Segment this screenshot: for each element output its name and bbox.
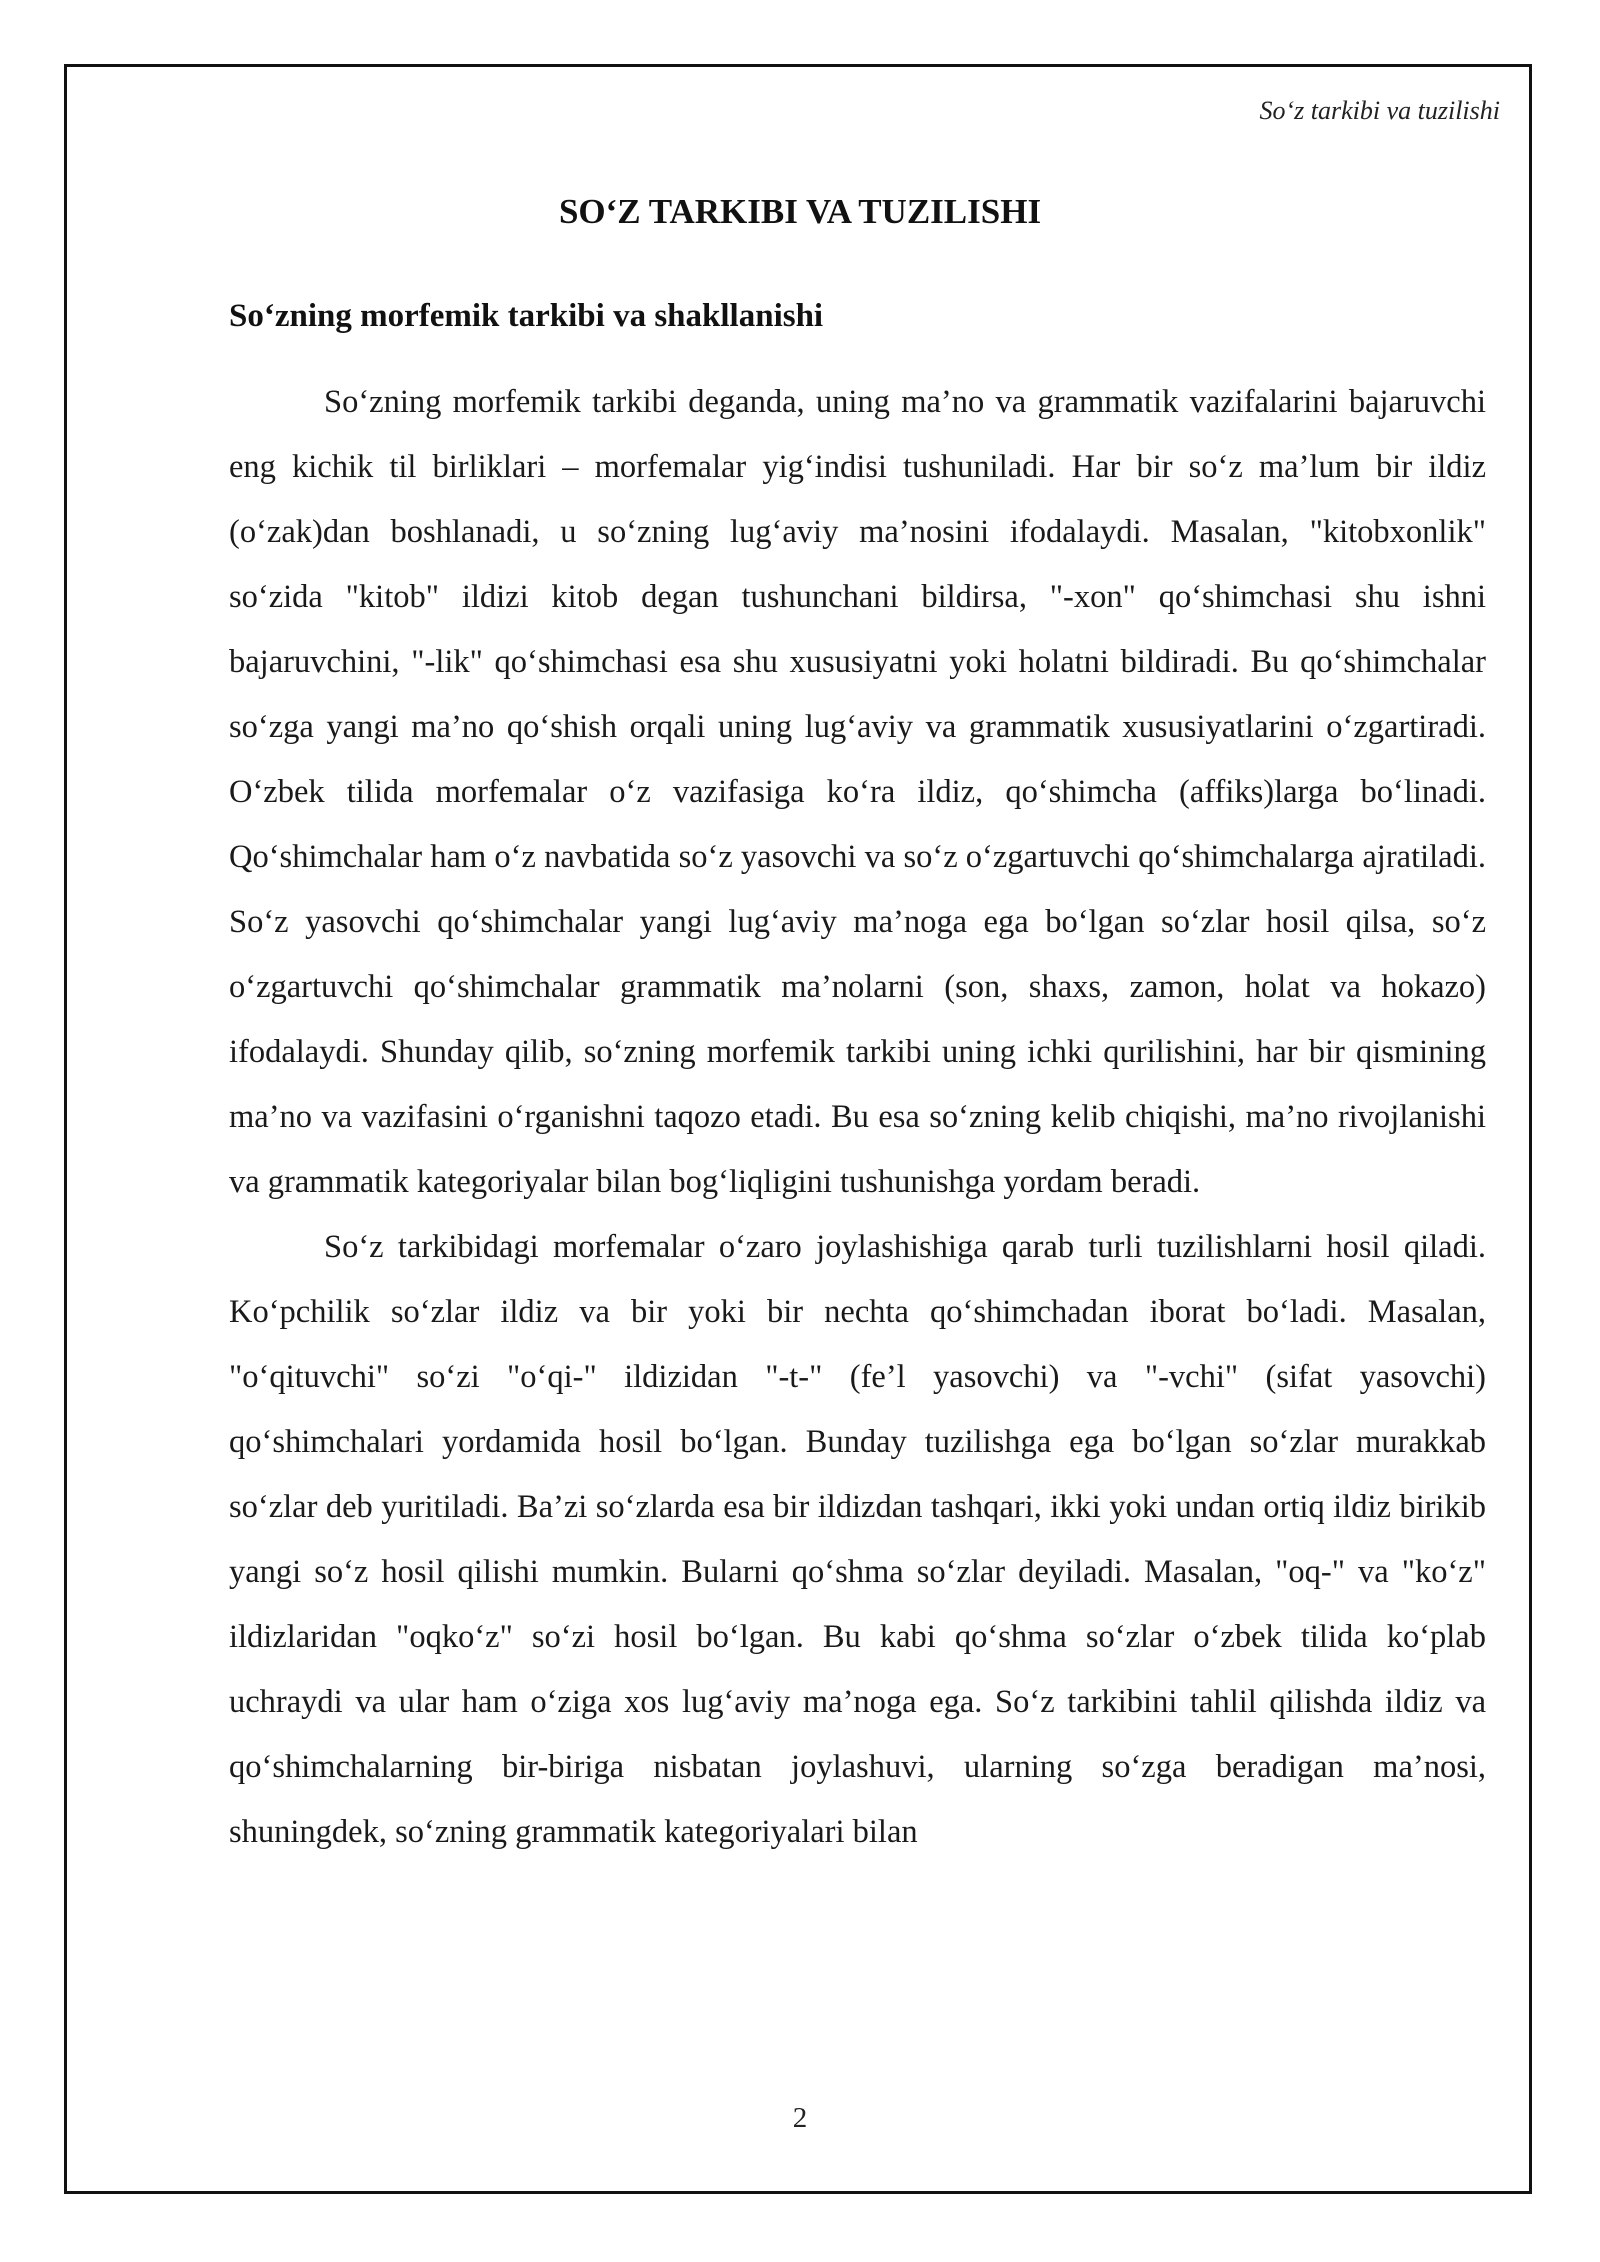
running-header: So‘z tarkibi va tuzilishi (1259, 96, 1500, 125)
page-number: 2 (792, 2102, 808, 2134)
body-text (229, 370, 1486, 1865)
paragraph: So‘z tarkibidagi morfemalar o‘zaro joylashishiga qarab turli tuzilishlarni hosil qiladi. Ko‘pchilik so‘zlar ildiz va bir yoki bir nechta qo‘shimchadan iborat bo‘ladi. Masalan, "o‘qituvchi" so‘zi "o‘qi-" ildizidan "-t-" (fe’l yasovchi) va "-vchi" (sifat yasovchi) qo‘shimchalari yordamida hosil bo‘lgan. Bunday tuzilishga ega bo‘lgan so‘zlar murakkab so‘zlar deb yuritiladi. Ba’zi so‘zlarda esa bir ildizdan tashqari, ikki yoki undan ortiq ildiz birikib yangi so‘z hosil qilishi mumkin. Bularni qo‘shma so‘zlar deyiladi. Masalan, "oq-" va "ko‘z" ildizlaridan "oqko‘z" so‘zi hosil bo‘lgan. Bu kabi qo‘shma so‘zlar o‘zbek tilida ko‘plab uchraydi va ular ham o‘ziga xos lug‘aviy ma’noga ega. So‘z tarkibini tahlil qilishda ildiz va qo‘shimchalarning bir-biriga nisbatan joylashuvi, ularning so‘zga beradigan ma’nosi, shuningdek, so‘zning grammatik kategoriyalari bilan (229, 1229, 1486, 1850)
document-title: SO‘Z TARKIBI VA TUZILISHI (558, 192, 1042, 231)
paragraph: So‘zning morfemik tarkibi deganda, uning ma’no va grammatik vazifalarini bajaruvchi eng kichik til birliklari – morfemalar yig‘indisi tushuniladi. Har bir so‘z ma’lum bir ildiz (o‘zak)dan boshlanadi, u so‘zning lug‘aviy ma’nosini ifodalaydi. Masalan, "kitobxonlik" so‘zida "kitob" ildizi kitob degan tushunchani bildirsa, "-xon" qo‘shimchasi shu ishni bajaruvchini, "-lik" qo‘shimchasi esa shu xususiyatni yoki holatni bildiradi. Bu qo‘shimchalar so‘zga yangi ma’no qo‘shish orqali uning lug‘aviy va grammatik xususiyatlarini o‘zgartiradi. O‘zbek tilida morfemalar o‘z vazifasiga ko‘ra ildiz, qo‘shimcha (affiks)larga bo‘linadi. Qo‘shimchalar ham o‘z navbatida so‘z yasovchi va so‘z o‘zgartuvchi qo‘shimchalarga ajratiladi. So‘z yasovchi qo‘shimchalar yangi lug‘aviy ma’noga ega bo‘lgan so‘zlar hosil qilsa, so‘z o‘zgartuvchi qo‘shimchalar grammatik ma’nolarni (son, shaxs, zamon, holat va hokazo) ifodalaydi. Shunday qilib, so‘zning morfemik tarkibi uning ichki qurilishini, har bir qismining ma’no va vazifasini o‘rganishni taqozo etadi. Bu esa so‘zning kelib chiqishi, ma’no rivojlanishi va grammatik kategoriyalar bilan bog‘liqligini tushunishga yordam beradi. (229, 384, 1486, 1200)
section-heading: So‘zning morfemik tarkibi va shakllanishi (229, 298, 824, 334)
